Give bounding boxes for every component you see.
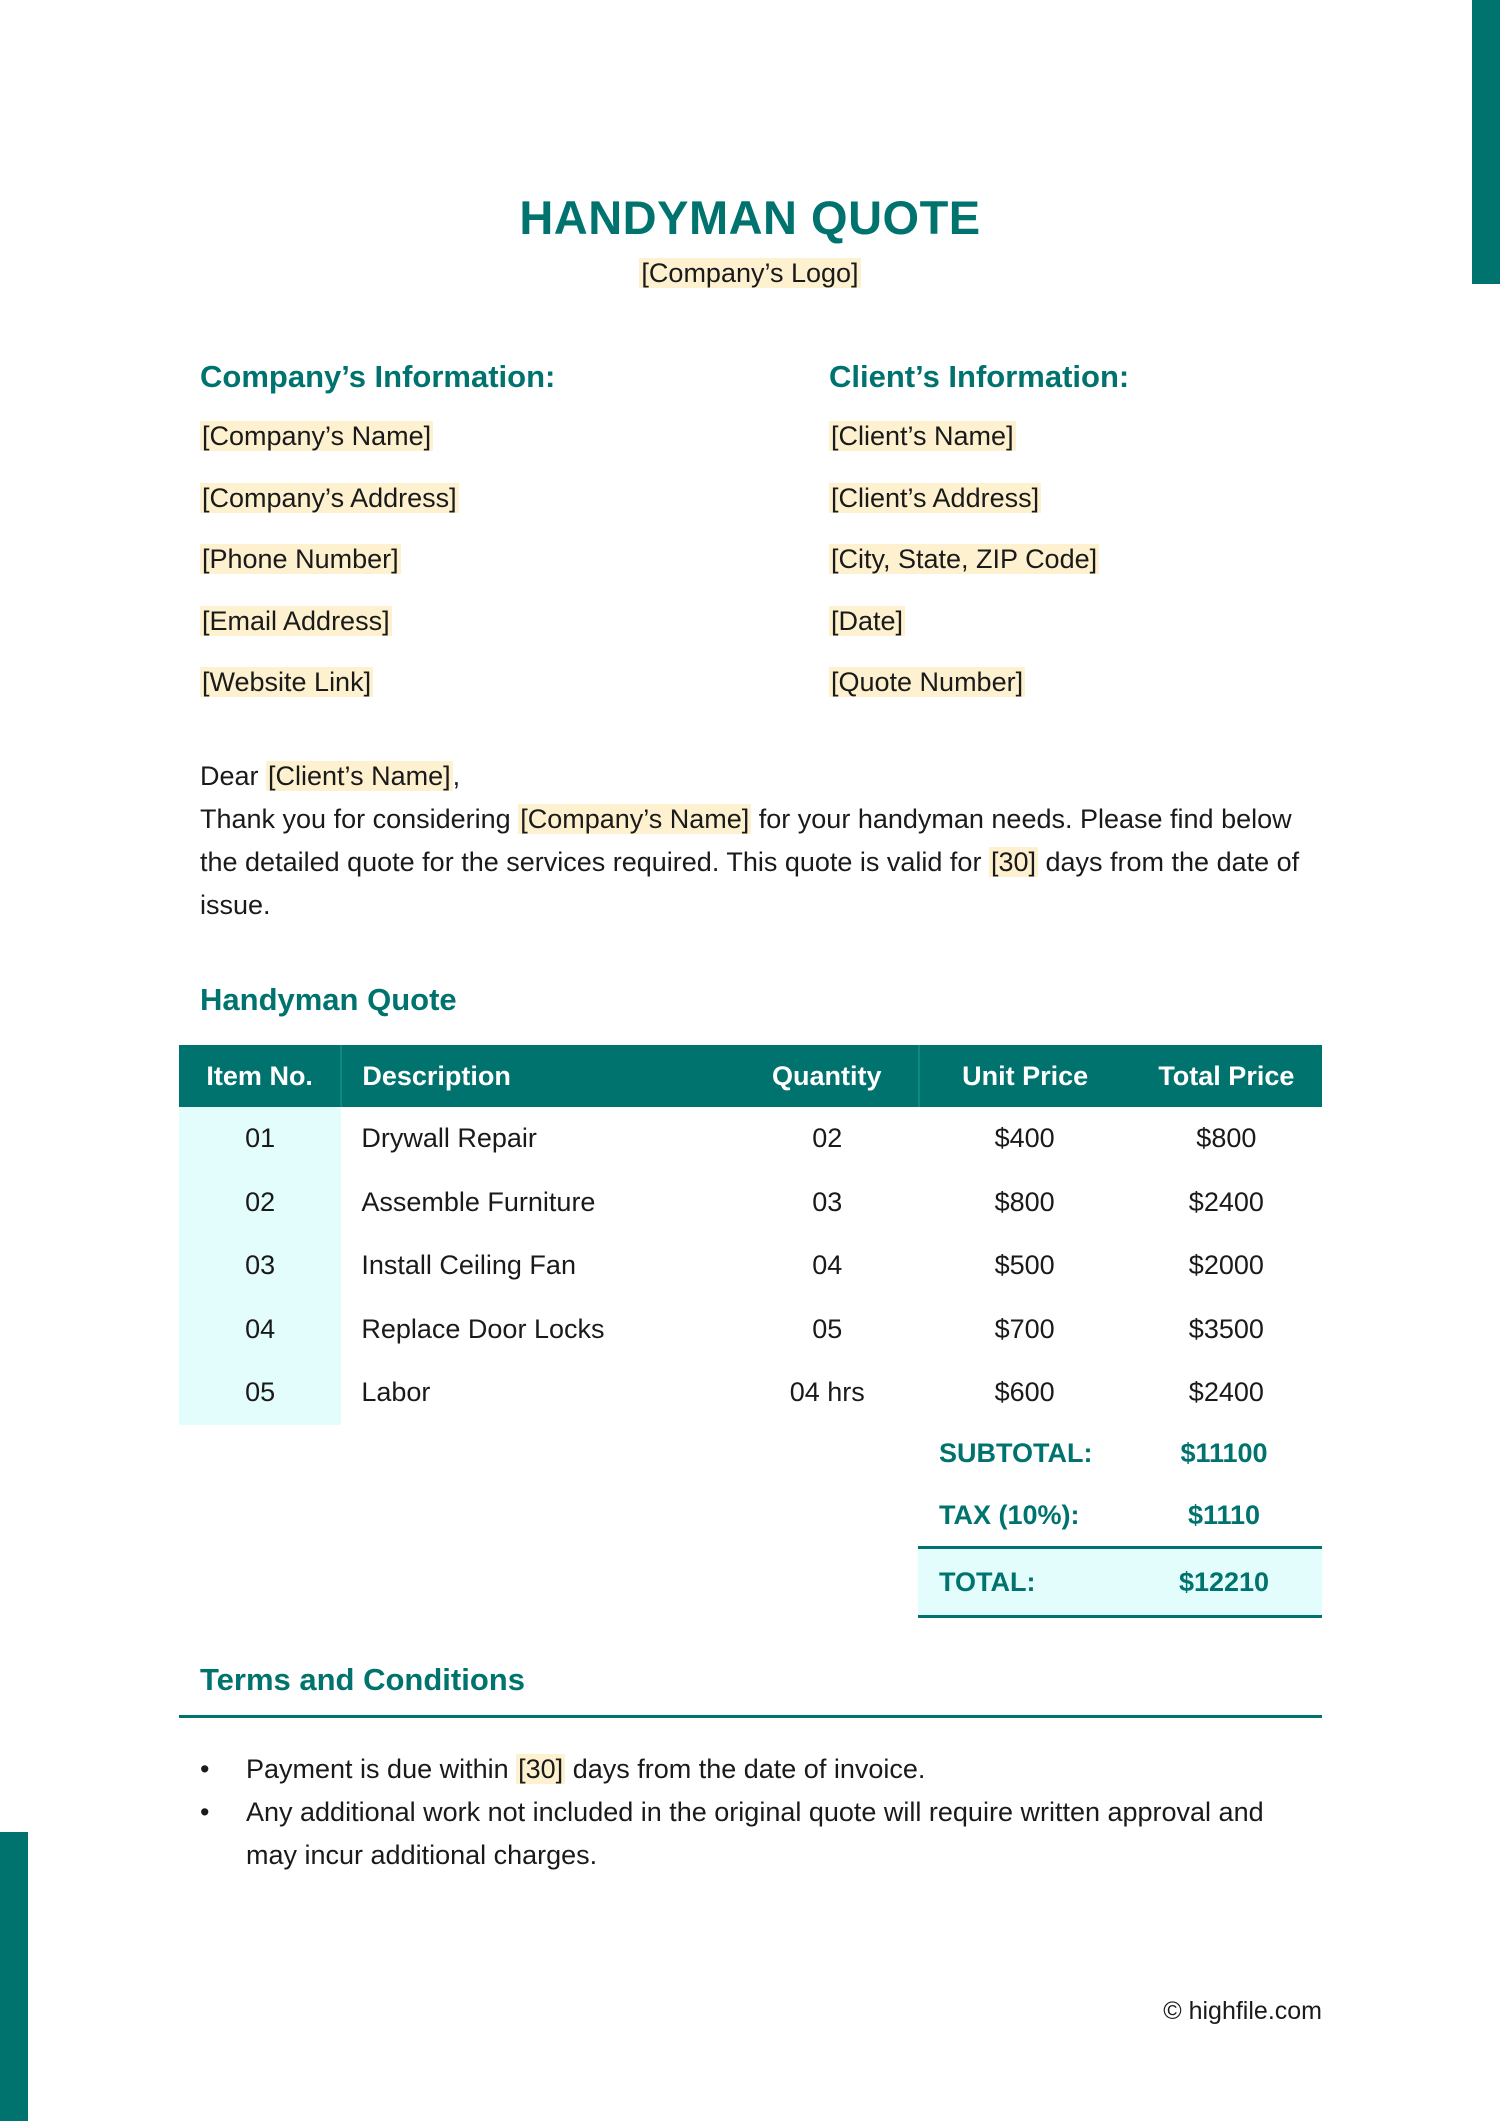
- quantity-cell: 02: [812, 1123, 843, 1154]
- col-total-price: Total Price: [1131, 1045, 1322, 1107]
- quote-section-heading: Handyman Quote: [200, 982, 457, 1017]
- salutation: Dear [Client’s Name],: [200, 761, 461, 791]
- total-price-cell: $800: [1196, 1123, 1257, 1154]
- item-no-cell: 03: [179, 1234, 341, 1298]
- col-unit-price: Unit Price: [919, 1045, 1131, 1107]
- company-website-line: [200, 662, 760, 724]
- description-cell: Labor: [361, 1377, 431, 1408]
- subtotal-row: [918, 1438, 1322, 1474]
- client-city-state-zip: [City, State, ZIP Code]: [831, 544, 1098, 574]
- accent-bar-bottom: [0, 1832, 28, 2121]
- unit-price-cell: $800: [994, 1186, 1055, 1217]
- total-price-cell: $3500: [1188, 1313, 1264, 1344]
- client-date-line: [829, 601, 1389, 663]
- total-label: TOTAL:: [939, 1567, 1036, 1597]
- subtotal-value: $11100: [1180, 1438, 1268, 1468]
- company-address-line: [200, 478, 760, 540]
- description-cell: Drywall Repair: [361, 1123, 537, 1154]
- company-phone-line: [200, 539, 760, 601]
- total-price-cell: $2400: [1188, 1186, 1264, 1217]
- quote-table: [179, 1045, 1322, 1425]
- quantity-cell: 05: [812, 1313, 843, 1344]
- client-city-line: [829, 539, 1389, 601]
- letter-validity-days: [30]: [990, 847, 1036, 877]
- document-title: HANDYMAN QUOTE: [519, 191, 981, 244]
- tax-label: TAX (10%):: [939, 1500, 1080, 1530]
- table-row: [179, 1361, 1322, 1425]
- table-row: [179, 1298, 1322, 1362]
- company-phone: [Phone Number]: [202, 544, 399, 574]
- company-logo-text: [Company’s Logo]: [641, 258, 859, 288]
- unit-price-cell: $600: [994, 1377, 1055, 1408]
- cover-letter: [200, 755, 1320, 927]
- quantity-cell: 04: [812, 1250, 843, 1281]
- col-description: Description: [341, 1045, 736, 1107]
- payment-days: [30]: [518, 1754, 564, 1784]
- table-row: [179, 1107, 1322, 1171]
- footer-credit: © highfile.com: [1163, 1997, 1322, 2025]
- company-email-line: [200, 601, 760, 663]
- terms-item-additional-work: • Any additional work not included in the original quote will require written approval and may incur additional charges.: [200, 1791, 1310, 1877]
- company-website: [Website Link]: [202, 667, 372, 697]
- company-email: [Email Address]: [202, 605, 390, 636]
- subtotal-label: SUBTOTAL:: [939, 1438, 1093, 1468]
- salutation-client-name: [Client’s Name]: [268, 761, 451, 791]
- table-row: [179, 1234, 1322, 1298]
- client-quote-number-line: [829, 662, 1389, 724]
- unit-price-cell: $400: [994, 1123, 1055, 1154]
- quote-number: [Quote Number]: [831, 667, 1024, 697]
- col-item-no: Item No.: [179, 1045, 341, 1107]
- client-address-line: [829, 478, 1389, 540]
- company-name: [Company’s Name]: [202, 421, 432, 451]
- tax-row: [918, 1500, 1322, 1536]
- unit-price-cell: $700: [994, 1313, 1055, 1344]
- client-name-line: [829, 416, 1389, 478]
- unit-price-cell: $500: [994, 1250, 1055, 1281]
- terms-heading: Terms and Conditions: [200, 1662, 525, 1697]
- company-logo-placeholder: [0, 258, 1500, 289]
- client-info: [829, 356, 1389, 724]
- letter-company-name: [Company’s Name]: [520, 804, 750, 834]
- client-info-heading: Client’s Information:: [829, 359, 1130, 394]
- table-row: [179, 1171, 1322, 1235]
- company-address: [Company’s Address]: [202, 482, 457, 513]
- quote-table-header: [179, 1045, 1322, 1107]
- company-info-heading: Company’s Information:: [200, 359, 556, 394]
- total-price-cell: $2000: [1188, 1250, 1264, 1281]
- bullet-icon: •: [200, 1754, 210, 1784]
- tax-value: $1110: [1187, 1500, 1261, 1530]
- quote-date: [Date]: [831, 605, 904, 636]
- description-cell: Assemble Furniture: [361, 1186, 596, 1217]
- description-cell: Install Ceiling Fan: [361, 1250, 576, 1281]
- client-address: [Client’s Address]: [831, 482, 1040, 513]
- terms-divider: [179, 1715, 1322, 1718]
- client-name: [Client’s Name]: [831, 421, 1014, 451]
- bullet-icon: •: [200, 1797, 210, 1827]
- terms-item-payment: • Payment is due within [30] days from the date of invoice.: [200, 1748, 1310, 1791]
- company-info: [200, 356, 760, 724]
- letter-body: Thank you for considering [Company’s Name] for your handyman needs. Please find below the detailed quote for the services required. This quote is valid for [30] days from the date of issue.: [200, 804, 1300, 920]
- terms-list: [200, 1748, 1310, 1877]
- description-cell: Replace Door Locks: [361, 1313, 605, 1344]
- quantity-cell: 03: [812, 1186, 843, 1217]
- item-no-cell: 02: [179, 1171, 341, 1235]
- total-price-cell: $2400: [1188, 1377, 1264, 1408]
- quantity-cell: 04 hrs: [789, 1377, 865, 1408]
- total-row: [918, 1546, 1322, 1618]
- item-no-cell: 05: [179, 1361, 341, 1425]
- item-no-cell: 04: [179, 1298, 341, 1362]
- col-quantity: Quantity: [736, 1045, 919, 1107]
- item-no-cell: 01: [179, 1107, 341, 1171]
- company-name-line: [200, 416, 760, 478]
- total-value: $12210: [1178, 1567, 1270, 1597]
